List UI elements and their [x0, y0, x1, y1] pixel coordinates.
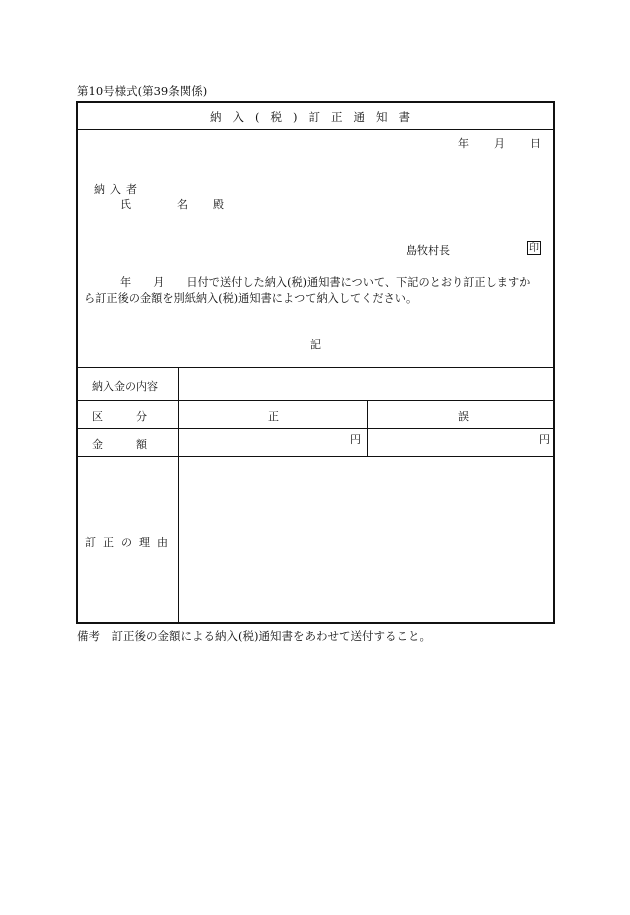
- remark-note: 備考 訂正後の金額による納入(税)通知書をあわせて送付すること。: [77, 629, 431, 643]
- row-amount: 金 額: [92, 438, 147, 451]
- issuer-name: 島牧村長: [406, 244, 450, 257]
- table-label-column-line: [178, 367, 179, 622]
- row-payment-content: 納入金の内容: [92, 380, 158, 393]
- body-month: 月: [153, 276, 165, 289]
- title-divider: [78, 129, 553, 130]
- row-correction-reason: 訂正の理由: [85, 536, 175, 549]
- seal-mark: 印: [529, 243, 539, 254]
- form-number-label: 第10号様式(第39条関係): [77, 84, 208, 98]
- body-year: 年: [120, 276, 132, 289]
- payer-name-label: 氏 名: [120, 198, 196, 211]
- date-month: 月: [494, 137, 505, 150]
- table-line-4: [78, 456, 553, 457]
- col-correct: 正: [268, 410, 279, 423]
- row-category: 区 分: [92, 410, 147, 423]
- form-frame: [76, 101, 555, 624]
- table-line-3: [78, 428, 553, 429]
- table-top-line: [78, 367, 553, 368]
- table-line-2: [78, 400, 553, 401]
- yen-wrong: 円: [539, 433, 550, 446]
- col-wrong: 誤: [458, 410, 469, 423]
- yen-correct: 円: [350, 433, 361, 446]
- body-line1: 日付で送付した納入(税)通知書について、下記のとおり訂正しますか: [186, 276, 531, 289]
- form-title: 納入(税)訂正通知書: [210, 110, 421, 124]
- body-line2: ら訂正後の金額を別紙納入(税)通知書によつて納入してください。: [84, 292, 418, 305]
- table-middle-line: [367, 400, 368, 456]
- payer-label: 納入者: [94, 183, 142, 196]
- date-day: 日: [530, 137, 541, 150]
- ki-label: 記: [310, 338, 321, 351]
- notice-body: [84, 275, 552, 307]
- honorific: 殿: [213, 198, 224, 211]
- date-year: 年: [458, 137, 469, 150]
